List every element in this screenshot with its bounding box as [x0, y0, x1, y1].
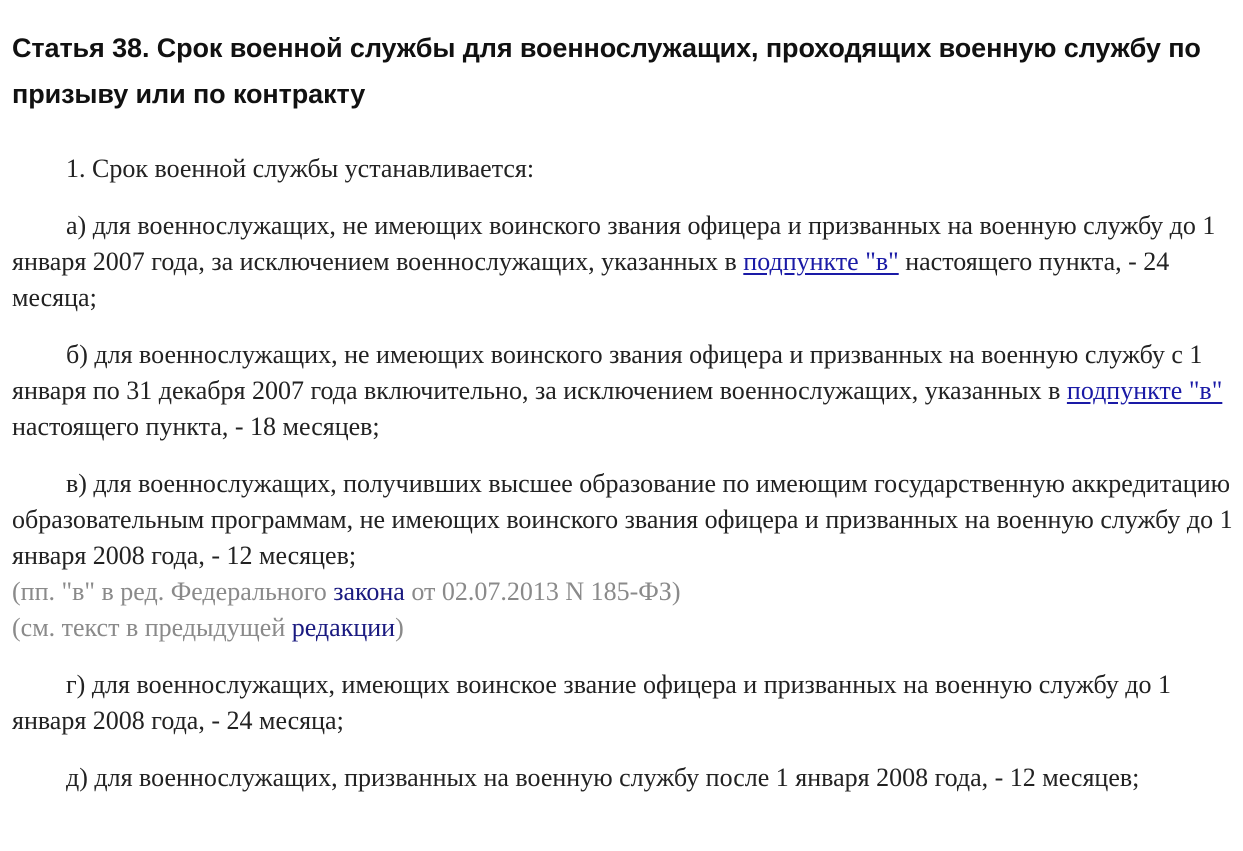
subitem-b-link-podpunkt-v[interactable]: подпункте "в": [1066, 376, 1223, 405]
subitem-d: д) для военнослужащих, призванных на военную службу после 1 января 2008 года, - 12 месяцев;: [66, 763, 1140, 792]
subitem-v-previous-edition-note: [12, 610, 1238, 646]
article-title: Статья 38. Срок военной службы для военнослужащих, проходящих военную службу по призыву или по контракту: [12, 33, 1201, 109]
subitem-b: [12, 337, 1238, 445]
law-link[interactable]: закона: [333, 577, 405, 606]
revision-note-text-after: от 02.07.2013 N 185-ФЗ): [404, 577, 681, 606]
revision-note-text-before: (пп. "в" в ред. Федерального: [12, 577, 334, 606]
subitem-v: в) для военнослужащих, получивших высшее образование по имеющим государственную аккредитацию образовательным программам, не имеющих воинского звания офицера и призванных на военную службу до 1 января 2008 года, - 12 месяцев;: [12, 469, 1233, 570]
subitem-a-text-before: а) для военнослужащих, не имеющих воинского звания офицера и призванных на военную службу до 1 января 2007 года, за исключением военнослужащих, указанных в: [12, 211, 1216, 276]
subitem-a-text-after: настоящего пункта, - 24 месяца;: [12, 247, 1170, 312]
subitem-b-text-before: б) для военнослужащих, не имеющих воинского звания офицера и призванных на военную службу с 1 января по 31 декабря 2007 года включительно, за исключением военнослужащих, указанных в: [12, 340, 1203, 405]
previous-edition-link[interactable]: редакции: [291, 613, 396, 642]
document-body: [12, 0, 1238, 796]
subitem-a-link-podpunkt-v[interactable]: подпункте "в": [743, 247, 899, 276]
previous-edition-text-before: (см. текст в предыдущей: [12, 613, 292, 642]
subitem-v-revision-note: [12, 574, 1238, 610]
subitem-b-text-after: настоящего пункта, - 18 месяцев;: [12, 412, 380, 441]
subitem-g: г) для военнослужащих, имеющих воинское звание офицера и призванных на военную службу до 1 января 2008 года, - 24 месяца;: [12, 670, 1171, 735]
subitem-a: [12, 208, 1238, 316]
previous-edition-text-after: ): [395, 613, 404, 642]
item-1: 1. Срок военной службы устанавливается:: [66, 154, 535, 183]
